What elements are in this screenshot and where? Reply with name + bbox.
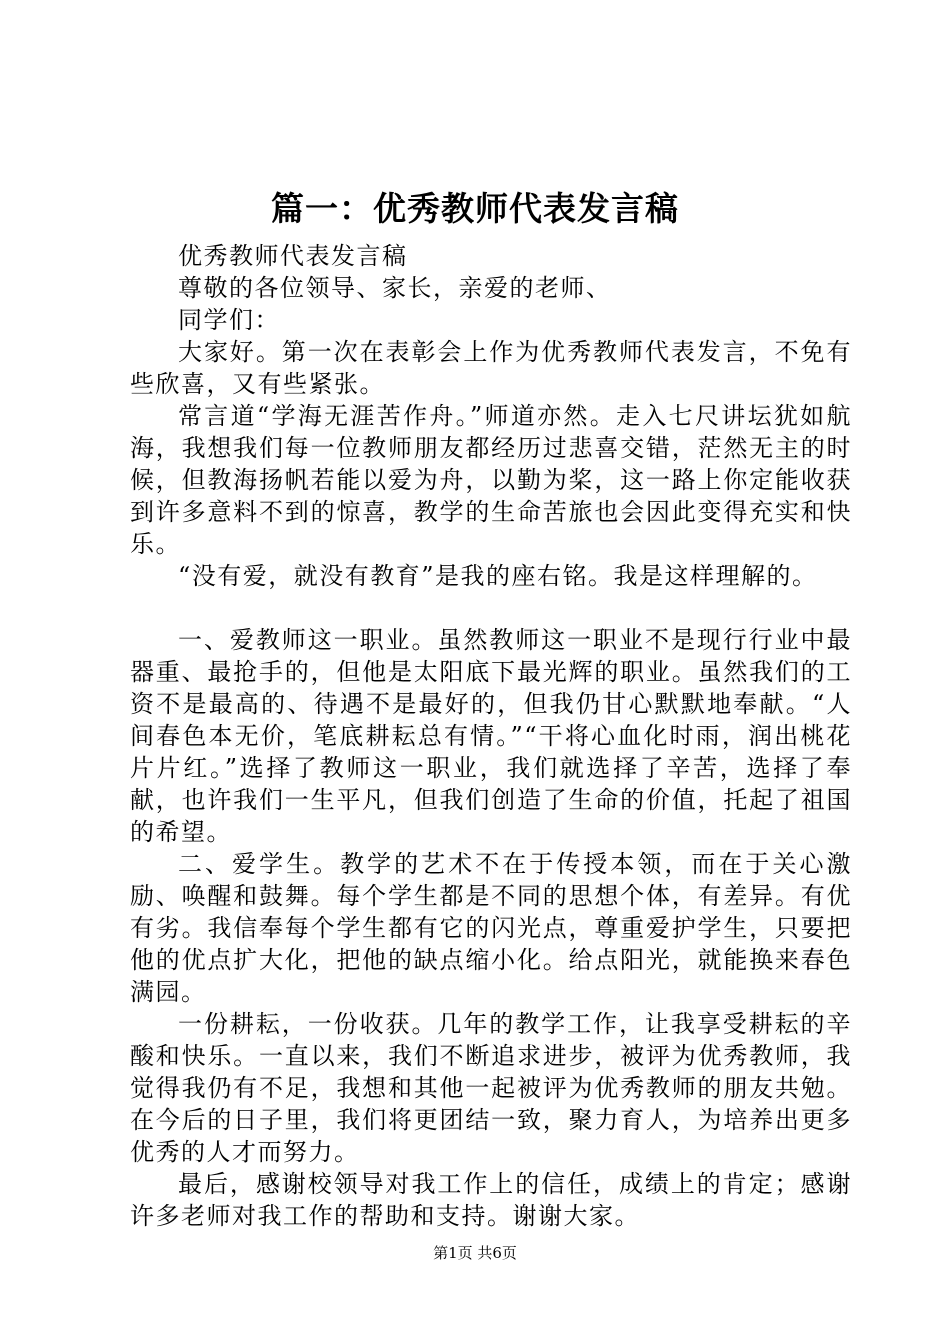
paragraph-point-two: 二、爱学生。教学的艺术不在于传授本领，而在于关心激励、唤醒和鼓舞。每个学生都是不同的思想个体，有差异。有优有劣。我信奉每个学生都有它的闪光点，尊重爱护学生，只要把他的优点扩大化，把他的缺点缩小化。给点阳光，就能换来春色满园。 [130, 850, 852, 1006]
paragraph-greeting: 大家好。第一次在表彰会上作为优秀教师代表发言，不免有些欣喜，又有些紧张。 [130, 338, 852, 398]
document-title: 篇一：优秀教师代表发言稿 [271, 189, 679, 228]
page-footer: 第1页 共6页 [433, 1244, 517, 1262]
paragraph-harvest: 一份耕耘，一份收获。几年的教学工作，让我享受耕耘的辛酸和快乐。一直以来，我们不断追求进步，被评为优秀教师，我觉得我仍有不足，我想和其他一起被评为优秀教师的朋友共勉。在今后的日子里，我们将更团结一致，聚力育人，为培养出更多优秀的人才而努力。 [130, 1010, 852, 1166]
paragraph-salutation-cont: 同学们： [178, 306, 280, 334]
paragraph-motto: “没有爱，就没有教育”是我的座右铭。我是这样理解的。 [178, 562, 818, 590]
paragraph-point-one: 一、爱教师这一职业。虽然教师这一职业不是现行行业中最器重、最抢手的，但他是太阳底下最光辉的职业。虽然我们的工资不是最高的、待遇不是最好的，但我仍甘心默默地奉献。“人间春色本无价，笔底耕耘总有情。”“干将心血化时雨，润出桃花片片红。”选择了教师这一职业，我们就选择了辛苦，选择了奉献，也许我们一生平凡，但我们创造了生命的价值，托起了祖国的希望。 [130, 626, 852, 846]
paragraph-heading: 优秀教师代表发言稿 [178, 242, 408, 270]
paragraph-saying: 常言道“学海无涯苦作舟。”师道亦然。走入七尺讲坛犹如航海，我想我们每一位教师朋友都经历过悲喜交错，茫然无主的时候，但教海扬帆若能以爱为舟，以勤为桨，这一路上你定能收获到许多意料不到的惊喜，教学的生命苦旅也会因此变得充实和快乐。 [130, 402, 852, 558]
paragraph-closing: 最后，感谢校领导对我工作上的信任，成绩上的肯定；感谢许多老师对我工作的帮助和支持。谢谢大家。 [130, 1170, 852, 1230]
document-body [130, 240, 852, 1232]
paragraph-salutation: 尊敬的各位领导、家长，亲爱的老师、 [178, 274, 612, 302]
